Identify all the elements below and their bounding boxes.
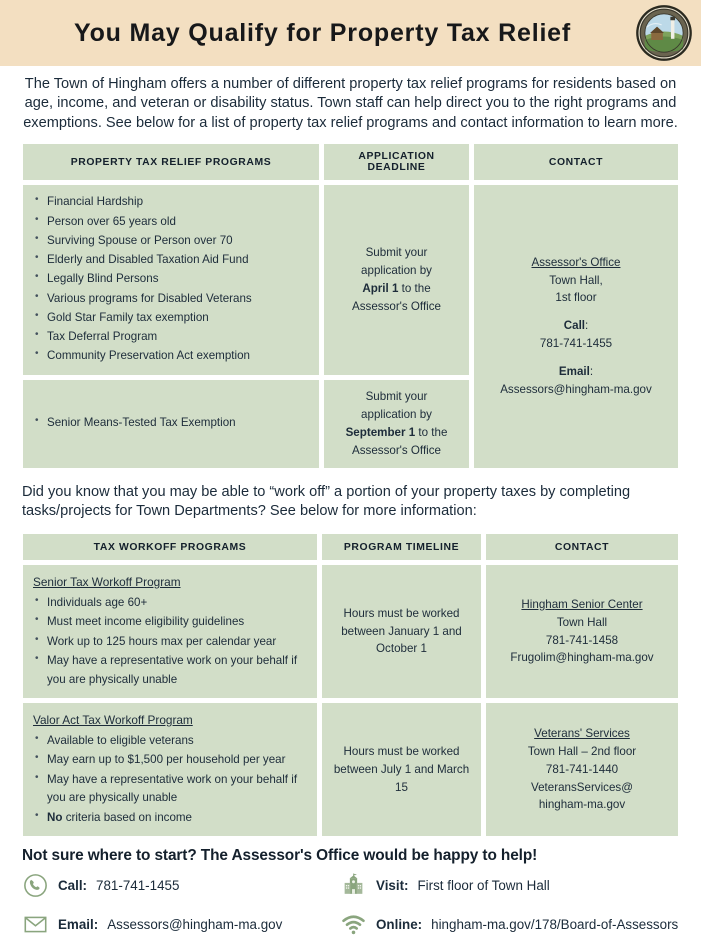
list-item: • Tax Deferral Program bbox=[33, 328, 309, 347]
list-item: • Elderly and Disabled Taxation Aid Fund bbox=[33, 251, 309, 270]
assessor-call-label: Call bbox=[563, 319, 586, 333]
list-item bbox=[33, 809, 307, 828]
deadline-line2: application by bbox=[361, 407, 432, 421]
page-title: You May Qualify for Property Tax Relief bbox=[73, 18, 572, 47]
valor-act-timeline-cell: Hours must be worked between July 1 and March 15 bbox=[322, 703, 481, 836]
program-title: Senior Tax Workoff Program bbox=[33, 575, 181, 589]
contact-phone: 781-741-1458 bbox=[545, 633, 619, 647]
list-item: • Person over 65 years old bbox=[33, 213, 309, 232]
list-item: • Gold Star Family tax exemption bbox=[33, 309, 309, 328]
footer-call-label: Call: bbox=[58, 878, 88, 894]
column-header-timeline: PROGRAM TIMELINE bbox=[322, 534, 481, 560]
list-item: • Senior Means-Tested Tax Exemption bbox=[33, 414, 309, 433]
deadline-date: September 1 bbox=[345, 425, 416, 439]
footer-email-label: Email: bbox=[58, 917, 99, 933]
assessor-email-label: Email bbox=[558, 365, 590, 379]
contact-line: Town Hall bbox=[556, 615, 608, 629]
senior-center-contact-cell bbox=[486, 565, 678, 698]
deadline-line1: Submit your bbox=[365, 389, 428, 403]
footer-visit-label: Visit: bbox=[376, 878, 409, 894]
phone-icon bbox=[22, 872, 49, 899]
column-header-contact: CONTACT bbox=[474, 144, 678, 180]
relief-programs-list bbox=[33, 193, 309, 366]
contact-phone: 781-741-1440 bbox=[545, 762, 619, 776]
deadline-line2: application by bbox=[361, 264, 432, 278]
spacer bbox=[484, 307, 668, 317]
town-seal-icon bbox=[635, 4, 693, 62]
senior-workoff-program-cell bbox=[23, 565, 317, 698]
footer-email-item[interactable] bbox=[22, 911, 340, 938]
list-item: • Community Preservation Act exemption bbox=[33, 347, 309, 366]
no-income-criteria-bold: No bbox=[47, 810, 63, 824]
footer-section bbox=[0, 841, 701, 938]
contact-name: Hingham Senior Center bbox=[521, 597, 643, 611]
list-item: • Available to eligible veterans bbox=[33, 732, 307, 751]
column-header-workoff-programs: TAX WORKOFF PROGRAMS bbox=[23, 534, 317, 560]
valor-act-bullets bbox=[33, 732, 307, 827]
assessor-email: Assessors@hingham-ma.gov bbox=[500, 383, 652, 397]
workoff-intro-paragraph: Did you know that you may be able to “work off” a portion of your property taxes by completing tasks/projects for Town Departments? See below for more information: bbox=[22, 483, 631, 520]
deadline-september-cell bbox=[324, 380, 469, 468]
deadline-after: to the bbox=[398, 281, 431, 295]
list-item: • Must meet income eligibility guidelines bbox=[33, 613, 307, 632]
footer-online-value: hingham-ma.gov/178/Board-of-Assessors bbox=[431, 917, 679, 933]
list-item: • Surviving Spouse or Person over 70 bbox=[33, 232, 309, 251]
page-header bbox=[0, 0, 701, 66]
contact-email: Frugolim@hingham-ma.gov bbox=[510, 651, 654, 665]
table-header-row bbox=[23, 144, 678, 180]
contact-email-part2: hingham-ma.gov bbox=[538, 798, 626, 812]
senior-means-tested-cell bbox=[23, 380, 319, 468]
footer-call-value: 781-741-1455 bbox=[96, 878, 180, 894]
table-row bbox=[23, 185, 678, 375]
assessor-location-1: Town Hall, bbox=[549, 273, 603, 287]
table-header-row bbox=[23, 534, 678, 560]
intro-paragraph: The Town of Hingham offers a number of different property tax relief programs for residents based on age, income, and veteran or disability status. Town staff can help direct you to the right programs and exemptions. See below for a list of property tax relief programs and contact information to learn more. bbox=[23, 76, 678, 131]
list-item: • Individuals age 60+ bbox=[33, 594, 307, 613]
deadline-date: April 1 bbox=[362, 281, 399, 295]
veterans-services-contact-cell bbox=[486, 703, 678, 836]
list-item: • Various programs for Disabled Veterans bbox=[33, 290, 309, 309]
program-title: Valor Act Tax Workoff Program bbox=[33, 713, 193, 728]
list-item: • Legally Blind Persons bbox=[33, 270, 309, 289]
contact-email-part1: VeteransServices@ bbox=[531, 780, 633, 794]
footer-contact-grid bbox=[22, 872, 681, 938]
footer-visit-item[interactable] bbox=[340, 872, 681, 899]
senior-workoff-timeline-cell: Hours must be worked between January 1 and October 1 bbox=[322, 565, 481, 698]
assessor-office-name: Assessor's Office bbox=[531, 255, 621, 269]
list-item: • May earn up to $1,500 per household per year bbox=[33, 751, 307, 770]
no-income-criteria-rest: criteria based on income bbox=[62, 810, 192, 824]
column-header-contact: CONTACT bbox=[486, 534, 678, 560]
list-item: • May have a representative work on your behalf if you are physically unable bbox=[33, 652, 307, 690]
footer-online-label: Online: bbox=[376, 917, 423, 933]
assessor-location-2: 1st floor bbox=[555, 291, 597, 305]
footer-call-item[interactable] bbox=[22, 872, 340, 899]
property-tax-relief-table bbox=[18, 139, 683, 472]
senior-workoff-bullets bbox=[33, 594, 307, 689]
list-item: • Financial Hardship bbox=[33, 193, 309, 212]
assessor-phone: 781-741-1455 bbox=[539, 337, 613, 351]
deadline-after: to the bbox=[415, 425, 448, 439]
deadline-line1: Submit your bbox=[365, 246, 428, 260]
deadline-office: Assessor's Office bbox=[352, 443, 441, 457]
town-hall-icon bbox=[340, 872, 367, 899]
senior-means-tested-list bbox=[33, 414, 309, 433]
table-row bbox=[23, 565, 678, 698]
footer-heading: Not sure where to start? The Assessor's Office would be happy to help! bbox=[22, 847, 538, 865]
footer-email-value: Assessors@hingham-ma.gov bbox=[107, 917, 283, 933]
relief-programs-list-cell bbox=[23, 185, 319, 375]
spacer bbox=[484, 353, 668, 363]
deadline-office: Assessor's Office bbox=[352, 299, 441, 313]
footer-online-item[interactable] bbox=[340, 911, 681, 938]
envelope-icon bbox=[22, 911, 49, 938]
list-item: • Work up to 125 hours max per calendar year bbox=[33, 633, 307, 652]
footer-visit-value: First floor of Town Hall bbox=[417, 878, 550, 894]
contact-name: Veterans' Services bbox=[534, 726, 630, 740]
contact-line: Town Hall – 2nd floor bbox=[527, 744, 637, 758]
tax-workoff-table bbox=[18, 529, 683, 841]
valor-act-program-cell bbox=[23, 703, 317, 836]
table-row bbox=[23, 703, 678, 836]
assessor-contact-cell: Assessor's Office Town Hall, 1st floor Call: 781-741-1455 Email: Assessors@hingham-ma.gov bbox=[474, 185, 678, 467]
list-item: • May have a representative work on your behalf if you are physically unable bbox=[33, 771, 307, 809]
column-header-deadline: APPLICATION DEADLINE bbox=[324, 144, 469, 180]
column-header-programs: PROPERTY TAX RELIEF PROGRAMS bbox=[23, 144, 319, 180]
deadline-april-cell bbox=[324, 185, 469, 375]
wifi-icon bbox=[340, 911, 367, 938]
